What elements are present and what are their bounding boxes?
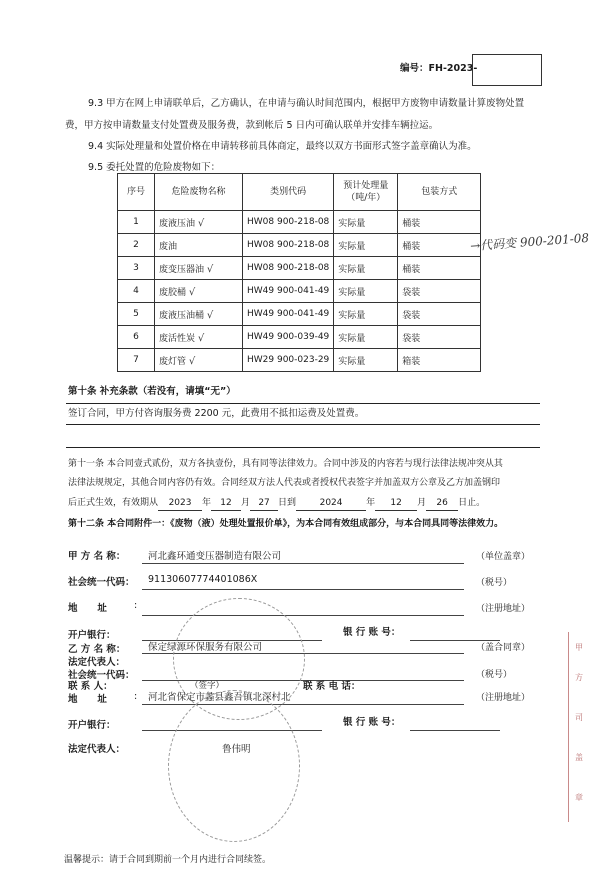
divider [66,424,540,425]
cell-code: HW49 900-041-49 [243,303,334,326]
unit-year-2: 年 [366,498,376,508]
table-row [118,349,481,372]
party-a-credit-suffix: （税号） [476,578,513,588]
cell-name [155,326,243,349]
end-month[interactable]: 12 [375,497,417,511]
party-a-address-colon: : [134,600,138,611]
check-mark: √ [197,217,205,229]
party-b-name-suffix: （盖合同章） [476,643,531,653]
col-header-qty-line1: 预计处理量 [343,181,389,191]
table-row [118,234,481,257]
party-b-name-value[interactable]: 保定绿源环保服务有限公司 [148,642,263,653]
cell-pack: 桶装 [398,234,481,257]
start-month[interactable]: 12 [211,497,241,511]
article12-text: 第十二条 本合同附件一：《废物（液）处理处置报价单》，为本合同有效组成部分，与本合同具同等法律效力。 [68,519,504,529]
document-number-box[interactable] [472,54,542,86]
cell-no: 4 [118,280,155,303]
col-header-qty [334,174,398,211]
cell-no: 3 [118,257,155,280]
waste-name: 废灯管 [159,356,187,367]
party-b-credit-label: 社会统一代码： [68,670,135,681]
validity-prefix: 后正式生效，有效期从 [68,498,159,508]
cell-no: 6 [118,326,155,349]
party-b-legal2-value[interactable]: 鲁伟明 [222,744,251,755]
cell-no: 1 [118,211,155,234]
cell-no: 7 [118,349,155,372]
party-a-address-label: 地 址 [68,603,107,614]
table-row [118,303,481,326]
party-b-legal-label: 法定代表人： [68,657,126,668]
table-row [118,280,481,303]
party-a-name-suffix: （单位盖章） [476,552,531,562]
handwritten-code-note: →代码变 900-201-08 [469,230,590,254]
cell-code: HW49 900-039-49 [243,326,334,349]
article11-line3 [68,497,485,511]
cell-no: 2 [118,234,155,257]
cell-qty: 实际量 [334,234,398,257]
waste-name: 废液压油桶 [159,310,205,321]
cell-qty: 实际量 [334,280,398,303]
article11-line2: 法律法规规定，其他合同内容仍有效。合同经双方法人代表或者授权代表签字并加盖双方公章及乙方加盖钢印 [68,478,501,488]
unit-year: 年 [202,498,212,508]
party-b-address-suffix: （注册地址） [476,693,531,703]
seal-char: 甲 [575,643,583,652]
party-a-account-label: 银 行 账 号： [343,627,401,638]
cell-qty: 实际量 [334,349,398,372]
col-header-name: 危险废物名称 [155,174,243,211]
clause-9-5: 9.5 委托处置的危险废物如下： [88,162,221,173]
cell-qty: 实际量 [334,257,398,280]
party-a-name-value[interactable]: 河北鑫环通变压器制造有限公司 [148,551,282,562]
cell-name [155,211,243,234]
cell-code: HW08 900-218-08 [243,211,334,234]
cell-name [155,303,243,326]
check-mark: √ [206,309,214,321]
party-a-name-underline [142,563,464,564]
unit-month: 月 [241,498,251,508]
party-b-account-label: 银 行 账 号： [343,717,401,728]
party-b-bank-label: 开户银行： [68,720,116,731]
check-mark: √ [206,263,214,275]
cell-qty: 实际量 [334,303,398,326]
cell-code: HW08 900-218-08 [243,234,334,257]
unit-day-to: 日到 [278,498,297,508]
party-a-credit-underline [142,589,464,590]
table-row [118,326,481,349]
document-number-label: 编号：FH-2023- [400,63,478,74]
footer-tip: 温馨提示：请于合同到期前一个月内进行合同续签。 [64,855,272,865]
party-b-credit-suffix: （税号） [476,670,513,680]
clause-9-3-line1: 9.3 甲方在网上申请联单后，乙方确认，在申请与确认时间范围内，根据甲方废物申请数量计算废物处置 [88,98,525,109]
cell-pack: 袋装 [398,303,481,326]
table-row [118,211,481,234]
waste-table [117,173,481,372]
seal-char: 章 [575,793,583,802]
party-a-name-label: 甲 方 名 称： [68,551,126,562]
cell-qty: 实际量 [334,326,398,349]
cell-qty: 实际量 [334,211,398,234]
party-a-address-suffix: （注册地址） [476,604,531,614]
seal-char: 盖 [575,753,583,762]
cell-pack: 袋装 [398,280,481,303]
waste-name: 废液压油 [159,218,196,229]
article11-line1: 第十一条 本合同壹式贰份，双方各执壹份，具有同等法律效力。合同中涉及的内容若与现行法律法规冲突从其 [68,459,503,469]
table-header-row [118,174,481,211]
party-b-sign-note: （签字） [190,681,225,691]
article10-text: 签订合同，甲方付咨询服务费 2200 元，此费用不抵扣运费及处置费。 [68,408,365,419]
cell-code: HW49 900-041-49 [243,280,334,303]
unit-month-2: 月 [417,498,427,508]
col-header-no: 序号 [118,174,155,211]
party-b-phone-label: 联 系 电 话： [303,681,361,692]
cell-pack: 袋装 [398,326,481,349]
cell-code: HW29 900-023-29 [243,349,334,372]
party-a-address-underline[interactable] [142,615,464,616]
start-year[interactable]: 2023 [158,497,202,511]
unit-day-end: 日止。 [458,498,486,508]
col-header-code: 类别代码 [243,174,334,211]
check-mark: √ [188,286,196,298]
party-b-legal2-label: 法定代表人： [68,744,126,755]
party-b-address-colon: : [134,691,138,702]
table-row [118,257,481,280]
check-mark: √ [197,332,205,344]
col-header-pack: 包装方式 [398,174,481,211]
party-a-credit-label: 社会统一代码： [68,577,135,588]
party-a-bank-label: 开户银行： [68,630,116,641]
cell-name [155,234,243,257]
party-b-address-value[interactable]: 河北省保定市蠡县鑫吾镇北深村北 [148,692,291,703]
cell-code: HW08 900-218-08 [243,257,334,280]
check-mark: √ [188,355,196,367]
divider [66,447,540,448]
cross-page-seal [568,632,593,822]
clause-9-3-line2: 费，甲方按申请数量支付处置费及服务费，款到帐后 5 日内可确认联单并安排车辆拉运。 [65,120,439,131]
cell-pack: 桶装 [398,257,481,280]
party-a-credit-value[interactable]: 91130607774401086X [148,574,258,585]
col-header-qty-line2: （吨/年） [346,193,386,203]
seal-outline [168,690,300,842]
divider [66,403,540,404]
article10-title: 第十条 补充条款（若没有，请填“无”） [68,386,236,397]
end-day[interactable]: 26 [426,497,458,511]
waste-name: 废油 [159,241,178,252]
cell-pack: 桶装 [398,211,481,234]
waste-name: 废胶桶 [159,287,187,298]
party-b-address-label: 地 址 [68,694,107,705]
party-b-contact-label: 联 系 人： [68,681,113,692]
cell-pack: 箱装 [398,349,481,372]
waste-name: 废活性炭 [159,333,196,344]
start-day[interactable]: 27 [250,497,278,511]
cell-name [155,257,243,280]
seal-char: 方 [575,673,583,682]
cell-name [155,280,243,303]
end-year[interactable]: 2024 [296,497,366,511]
cell-no: 5 [118,303,155,326]
party-b-name-label: 乙 方 名 称： [68,644,126,655]
party-b-account-underline[interactable] [410,730,500,731]
clause-9-4: 9.4 实际处理量和处置价格在申请转移前具体商定，最终以双方书面形式签字盖章确认为准。 [88,141,477,152]
seal-char: 司 [575,713,583,722]
party-b-address-underline [142,704,464,705]
waste-name: 废变压器油 [159,264,205,275]
cell-name [155,349,243,372]
